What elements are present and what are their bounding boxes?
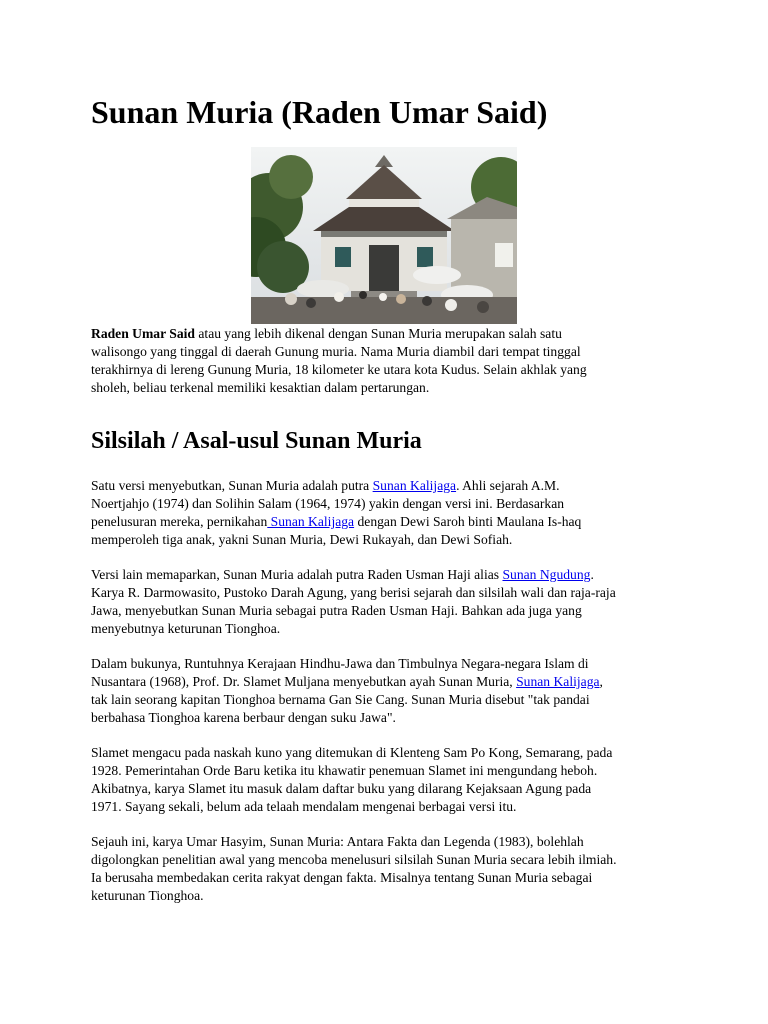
p5-line-2: digolongkan penelitian awal yang mencoba menelusuri silsilah Sunan Muria secara lebih ilmiah. xyxy=(91,852,617,867)
paragraph-1 xyxy=(91,477,681,549)
p4-line-4: 1971. Sayang sekali, belum ada telaah mendalam mengenai berbagai versi itu. xyxy=(91,799,517,814)
p2-line-3: Jawa, menyebutkan Sunan Muria sebagai putra Raden Usman Haji. Bahkan ada juga yang xyxy=(91,603,582,618)
p1-line-1b: . Ahli sejarah A.M. xyxy=(456,478,560,493)
intro-paragraph xyxy=(91,325,681,397)
intro-line-4: sholeh, beliau terkenal memiliki kesaktian dalam pertarungan. xyxy=(91,380,430,395)
intro-line-2: walisongo yang tinggal di daerah Gunung muria. Nama Muria diambil dari tempat tinggal xyxy=(91,344,581,359)
p2-line-1b: . xyxy=(590,567,594,582)
paragraph-4 xyxy=(91,744,681,816)
p2-line-2: Karya R. Darmowasito, Pustoko Darah Agung, yang berisi sejarah dan silsilah wali dan raja-raja xyxy=(91,585,616,600)
p5-line-3: Ia berusaha membedakan cerita rakyat dengan fakta. Misalnya tentang Sunan Muria sebagai xyxy=(91,870,593,885)
link-sunan-kalijaga-1[interactable]: Sunan Kalijaga xyxy=(372,478,457,493)
mosque-photo xyxy=(251,147,517,324)
p3-line-2a: Nusantara (1968), Prof. Dr. Slamet Muljana menyebutkan ayah Sunan Muria, xyxy=(91,674,517,689)
p3-line-2b: , xyxy=(599,674,603,689)
paragraph-5 xyxy=(91,833,681,905)
p1-line-2: Noertjahjo (1974) dan Solihin Salam (1964, 1974) yakin dengan versi ini. Berdasarkan xyxy=(91,496,565,511)
p4-line-2: 1928. Pemerintahan Orde Baru ketika itu khawatir penemuan Slamet ini mengundang heboh. xyxy=(91,763,598,778)
p2-line-1a: Versi lain memaparkan, Sunan Muria adalah putra Raden Usman Haji alias xyxy=(91,567,503,582)
link-sunan-kalijaga-3[interactable]: Sunan Kalijaga xyxy=(516,674,600,689)
mosque-photo-image xyxy=(251,147,517,324)
section-heading: Silsilah / Asal-usul Sunan Muria xyxy=(91,428,422,454)
page-title: Sunan Muria (Raden Umar Said) xyxy=(91,94,548,130)
p3-line-4: berbahasa Tionghoa karena berbaur dengan suku Jawa". xyxy=(91,710,396,725)
p5-line-1: Sejauh ini, karya Umar Hasyim, Sunan Muria: Antara Fakta dan Legenda (1983), bolehlah xyxy=(91,834,584,849)
p4-line-3: Akibatnya, karya Slamet itu masuk dalam daftar buku yang dilarang Kejaksaan Agung pada xyxy=(91,781,592,796)
p4-line-1: Slamet mengacu pada naskah kuno yang ditemukan di Klenteng Sam Po Kong, Semarang, pada xyxy=(91,745,613,760)
paragraph-2 xyxy=(91,566,681,638)
p5-line-4: keturunan Tionghoa. xyxy=(91,888,204,903)
p1-line-3b: dengan Dewi Saroh binti Maulana Is-haq xyxy=(354,514,582,529)
intro-line-3: terakhirnya di lereng Gunung Muria, 18 kilometer ke utara kota Kudus. Selain akhlak yang xyxy=(91,362,587,377)
paragraph-3 xyxy=(91,655,681,727)
intro-bold-name: Raden Umar Said xyxy=(91,326,195,341)
p3-line-1: Dalam bukunya, Runtuhnya Kerajaan Hindhu-Jawa dan Timbulnya Negara-negara Islam di xyxy=(91,656,589,671)
link-sunan-ngudung[interactable]: Sunan Ngudung xyxy=(502,567,591,582)
intro-line-1: atau yang lebih dikenal dengan Sunan Muria merupakan salah satu xyxy=(194,326,562,341)
p1-line-4: memperoleh tiga anak, yakni Sunan Muria, Dewi Rukayah, dan Dewi Sofiah. xyxy=(91,532,513,547)
p2-line-4: menyebutnya keturunan Tionghoa. xyxy=(91,621,281,636)
p1-line-3a: penelusuran mereka, pernikahan xyxy=(91,514,268,529)
p1-line-1a: Satu versi menyebutkan, Sunan Muria adalah putra xyxy=(91,478,373,493)
link-sunan-kalijaga-2[interactable]: Sunan Kalijaga xyxy=(267,514,355,529)
p3-line-3: tak lain seorang kapitan Tionghoa bernama Gan Sie Cang. Sunan Muria disebut "tak pandai xyxy=(91,692,590,707)
